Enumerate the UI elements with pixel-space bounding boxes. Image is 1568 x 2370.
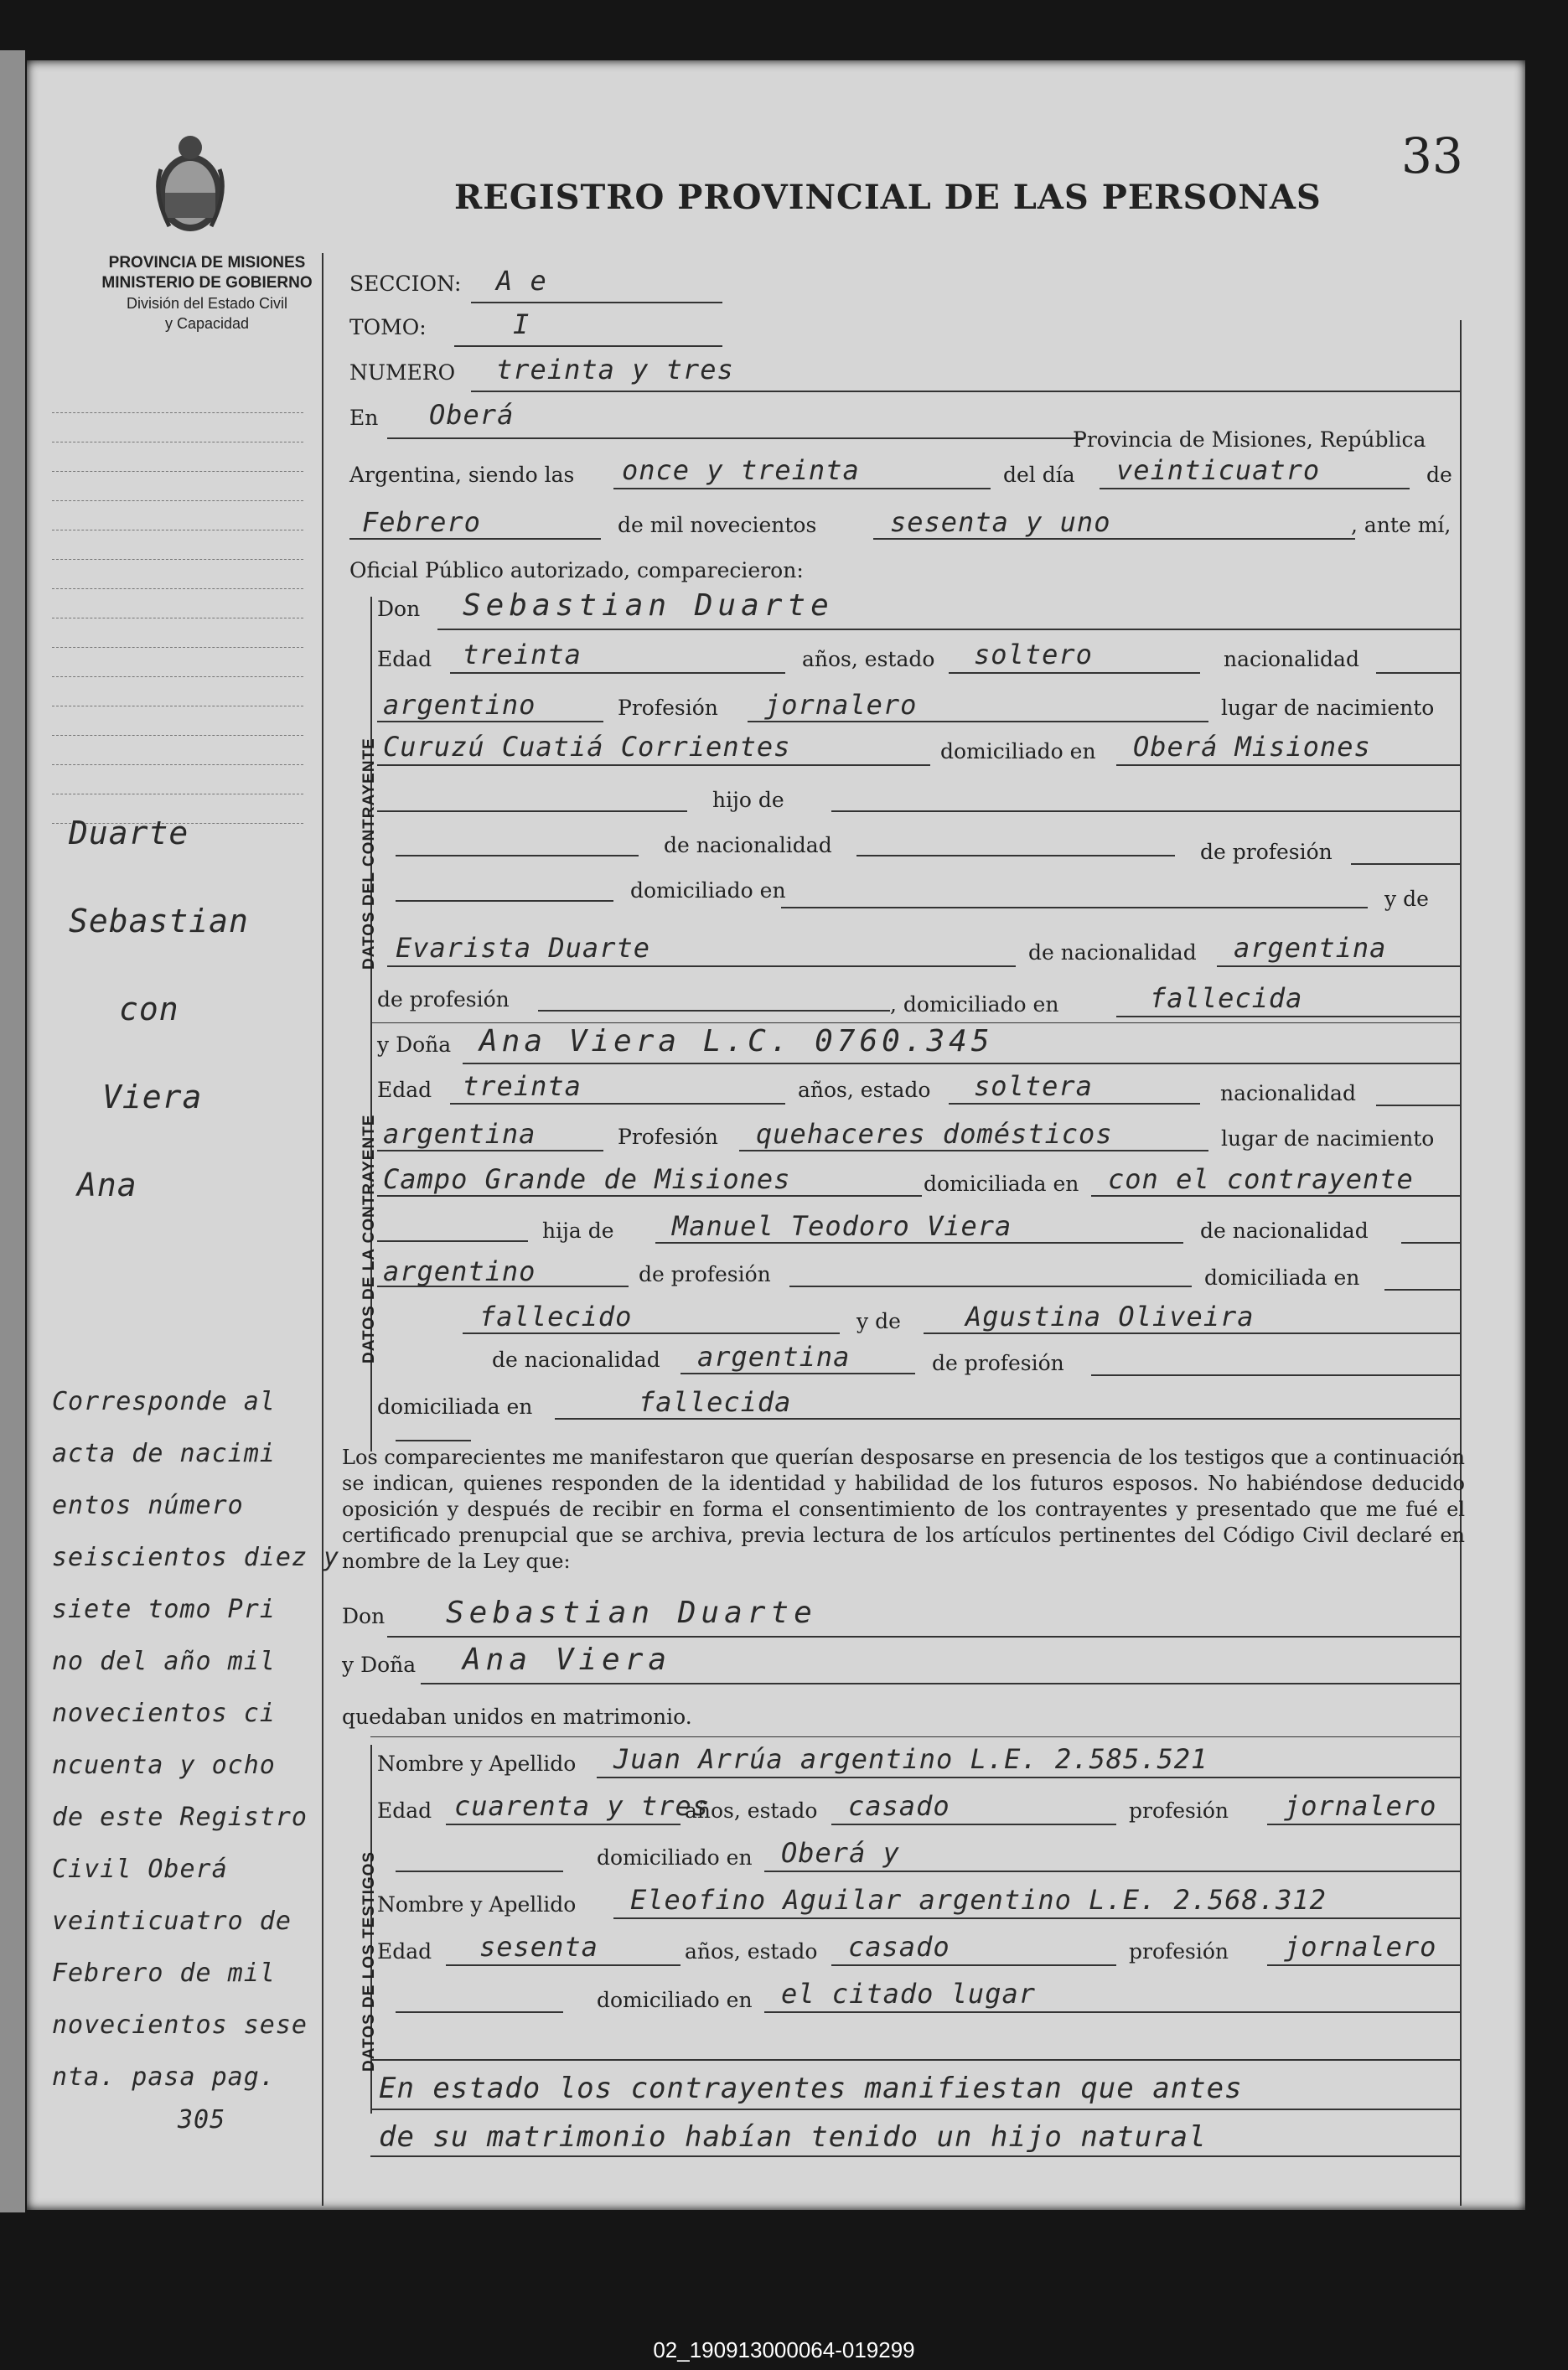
de-profesion-label: de profesión <box>377 987 510 1012</box>
mes-value: Febrero <box>362 506 481 538</box>
lugar-value: Curuzú Cuatiá Corrientes <box>383 731 791 763</box>
nacionalidad-label: nacionalidad <box>1220 1081 1356 1105</box>
domiciliado-label: domiciliado en <box>940 739 1096 763</box>
agency-line: PROVINCIA DE MISIONES <box>108 254 306 272</box>
hija-label: hija de <box>542 1219 614 1243</box>
testigo-1-profesion: jornalero <box>1284 1790 1437 1822</box>
edad-label: Edad <box>377 1939 432 1964</box>
padre-domicilio-value: fallecido <box>479 1301 633 1332</box>
union-dona-value: Ana Viera <box>463 1643 672 1677</box>
de-nacionalidad-label: de nacionalidad <box>492 1348 660 1372</box>
de-nacionalidad-label: de nacionalidad <box>1200 1219 1369 1243</box>
dia-value: veinticuatro <box>1116 454 1321 486</box>
madre-value: Evarista Duarte <box>396 932 650 964</box>
agency-line: y Capacidad <box>164 315 250 332</box>
tomo-label: TOMO: <box>349 315 427 339</box>
quedaban-text: quedaban unidos en matrimonio. <box>342 1705 692 1729</box>
seccion-value: A e <box>496 265 547 297</box>
annotation-line: entos número <box>52 1491 244 1520</box>
estado-value: soltero <box>974 639 1093 670</box>
edad-label: Edad <box>377 1078 432 1102</box>
madre-domicilio-value: fallecida <box>1150 982 1303 1014</box>
adjacent-page-edge <box>0 50 25 2212</box>
nacionalidad-label: nacionalidad <box>1224 647 1359 671</box>
domiciliado-label: domiciliado en <box>597 1845 753 1870</box>
page-title: REGISTRO PROVINCIAL DE LAS PERSONAS <box>454 178 1322 217</box>
argentina-siendo-text: Argentina, siendo las <box>349 463 575 487</box>
nacionalidad-value: argentina <box>383 1118 536 1150</box>
annotation-line: veinticuatro de <box>52 1907 292 1936</box>
edad-value: treinta <box>463 639 582 670</box>
oficial-text: Oficial Público autorizado, comparecieron: <box>349 558 804 582</box>
agency-line: División del Estado Civil <box>126 295 288 312</box>
contrayente-2-name: Ana Viera L.C. 0760.345 <box>479 1024 994 1058</box>
dona-label: y Doña <box>377 1032 452 1057</box>
domiciliada-label: domiciliada en <box>924 1172 1079 1196</box>
padre-nacionalidad-value: argentino <box>383 1255 536 1287</box>
margin-given-name-2: Ana <box>77 1167 137 1203</box>
don-label: Don <box>377 597 421 621</box>
annotation-line: siete tomo Pri <box>52 1595 276 1624</box>
profesion-label: profesión <box>1129 1798 1229 1823</box>
annotation-line: 305 <box>178 2105 226 2135</box>
annotation-line: de este Registro <box>52 1803 308 1832</box>
coat-of-arms-icon <box>144 127 236 236</box>
testigo-2-profesion: jornalero <box>1284 1931 1437 1963</box>
agency-line: MINISTERIO DE GOBIERNO <box>101 274 313 292</box>
anios-estado-label: años, estado <box>685 1939 818 1964</box>
de-nacionalidad-label: de nacionalidad <box>1028 940 1197 965</box>
tomo-value: I <box>513 308 530 340</box>
testigo-2-domicilio: el citado lugar <box>781 1978 1036 2010</box>
testigo-1-name: Juan Arrúa argentino L.E. 2.585.521 <box>613 1743 1208 1775</box>
domiciliado-label: , domiciliado en <box>890 992 1059 1017</box>
section-label-contrayente: DATOS DEL CONTRAYENTE <box>360 737 378 970</box>
en-value: Oberá <box>429 399 515 431</box>
y-de-label: y de <box>1384 887 1429 911</box>
domiciliado-label: domiciliado en <box>597 1988 753 2012</box>
del-dia-text: del día <box>1003 463 1075 487</box>
margin-annotation <box>52 1376 339 2137</box>
annotation-line: acta de nacimi <box>52 1439 276 1468</box>
page-number: 33 <box>1401 127 1463 184</box>
lugar-value: Campo Grande de Misiones <box>383 1163 791 1195</box>
union-don-label: Don <box>342 1604 386 1628</box>
section-label-contrayente-2: DATOS DE LA CONTRAYENTE <box>360 1114 378 1364</box>
y-de-label: y de <box>856 1309 901 1333</box>
annotation-line: nta. pasa pag. <box>52 2062 276 2092</box>
lugar-label: lugar de nacimiento <box>1221 1126 1435 1151</box>
section-label-testigos: DATOS DE LOS TESTIGOS <box>360 1850 378 2072</box>
margin-given-name: Sebastian <box>69 903 249 939</box>
annotation-line: novecientos ci <box>52 1699 276 1728</box>
numero-value: treinta y tres <box>496 354 734 386</box>
madre-nacionalidad-value: argentina <box>1234 932 1387 964</box>
union-dona-label: y Doña <box>342 1653 417 1677</box>
profesion-value: jornalero <box>764 689 918 721</box>
madre-domicilio-value: fallecida <box>639 1386 792 1418</box>
de-text: de <box>1426 463 1452 487</box>
margin-surname: Duarte <box>69 815 189 851</box>
seccion-label: SECCION: <box>349 272 462 296</box>
testigo-1-estado: casado <box>848 1790 950 1822</box>
edad-value: treinta <box>463 1070 582 1102</box>
domiciliada-label: domiciliada en <box>377 1395 533 1419</box>
domiciliado-en-label: domiciliado en <box>630 878 786 903</box>
testigo-2-estado: casado <box>848 1931 950 1963</box>
hora-value: once y treinta <box>622 454 860 486</box>
annotation-line: novecientos sese <box>52 2010 308 2040</box>
madre-value: Agustina Oliveira <box>965 1301 1255 1332</box>
nombre-label: Nombre y Apellido <box>377 1892 577 1917</box>
anios-estado-label: años, estado <box>802 647 935 671</box>
annotation-line: seiscientos diez y <box>52 1543 340 1572</box>
image-caption: 02_190913000064-019299 <box>653 2337 915 2362</box>
annotation-line: Febrero de mil <box>52 1959 276 1988</box>
en-label: En <box>349 406 379 430</box>
hijo-label: hijo de <box>712 788 784 812</box>
madre-nacionalidad-value: argentina <box>697 1341 851 1373</box>
anios-estado-label: años, estado <box>685 1798 818 1823</box>
profesion-label: Profesión <box>618 1125 718 1149</box>
anios-estado-label: años, estado <box>798 1078 931 1102</box>
register-page <box>27 60 1525 2210</box>
note-line: En estado los contrayentes manifiestan que antes <box>379 2072 1243 2105</box>
edad-label: Edad <box>377 1798 432 1823</box>
domiciliada-en-label: domiciliada en <box>1204 1265 1360 1290</box>
de-profesion-label: de profesión <box>1200 840 1333 864</box>
domicilio-value: con el contrayente <box>1108 1163 1414 1195</box>
annotation-line: no del año mil <box>52 1647 276 1676</box>
de-nacionalidad-label: de nacionalidad <box>664 833 832 857</box>
testigo-1-domicilio: Oberá y <box>781 1837 900 1869</box>
testigo-2-name: Eleofino Aguilar argentino L.E. 2.568.312 <box>630 1884 1327 1916</box>
testigo-1-edad: cuarenta y tres <box>454 1790 709 1822</box>
agency-block <box>60 253 354 334</box>
nombre-label: Nombre y Apellido <box>377 1752 577 1776</box>
de-profesion-label: de profesión <box>639 1262 771 1286</box>
declaration-paragraph: Los comparecientes me manifestaron que querían desposarse en presencia de los testigos que a continuación se indican, quienes responden de la identidad y habilidad de los futuros esposos. No habiéndose deducido oposición y después de recibir en forma el consentimiento de los contrayentes y presentado que me fué el certificado prenupcial que se archiva, previa lectura de los artículos pertinentes del Código Civil declaré en nombre de la Ley que: <box>342 1446 1465 1573</box>
annotation-line: Corresponde al <box>52 1387 276 1416</box>
note-line: de su matrimonio habían tenido un hijo natural <box>379 2120 1207 2154</box>
profesion-label: Profesión <box>618 696 718 720</box>
numero-label: NUMERO <box>349 360 456 385</box>
union-don-value: Sebastian Duarte <box>446 1596 817 1630</box>
padre-value: Manuel Teodoro Viera <box>672 1210 1012 1242</box>
lugar-label: lugar de nacimiento <box>1221 696 1435 720</box>
anio-value: sesenta y uno <box>890 506 1111 538</box>
de-mil-text: de mil novecientos <box>618 513 817 537</box>
estado-value: soltera <box>974 1070 1093 1102</box>
ante-mi-text: , ante mí, <box>1351 513 1452 537</box>
contrayente-name: Sebastian Duarte <box>463 588 834 623</box>
profesion-label: profesión <box>1129 1939 1229 1964</box>
margin-surname-2: Viera <box>102 1079 203 1115</box>
annotation-line: ncuenta y ocho <box>52 1751 276 1780</box>
right-border <box>1460 320 1462 2206</box>
annotation-line: Civil Oberá <box>52 1855 228 1884</box>
edad-label: Edad <box>377 647 432 671</box>
margin-con: con <box>119 991 179 1027</box>
profesion-value: quehaceres domésticos <box>756 1118 1113 1150</box>
domicilio-value: Oberá Misiones <box>1133 731 1371 763</box>
nacionalidad-value: argentino <box>383 689 536 721</box>
provincia-text: Provincia de Misiones, República <box>1073 427 1426 452</box>
testigo-2-edad: sesenta <box>479 1931 598 1963</box>
de-profesion-label: de profesión <box>932 1351 1064 1375</box>
